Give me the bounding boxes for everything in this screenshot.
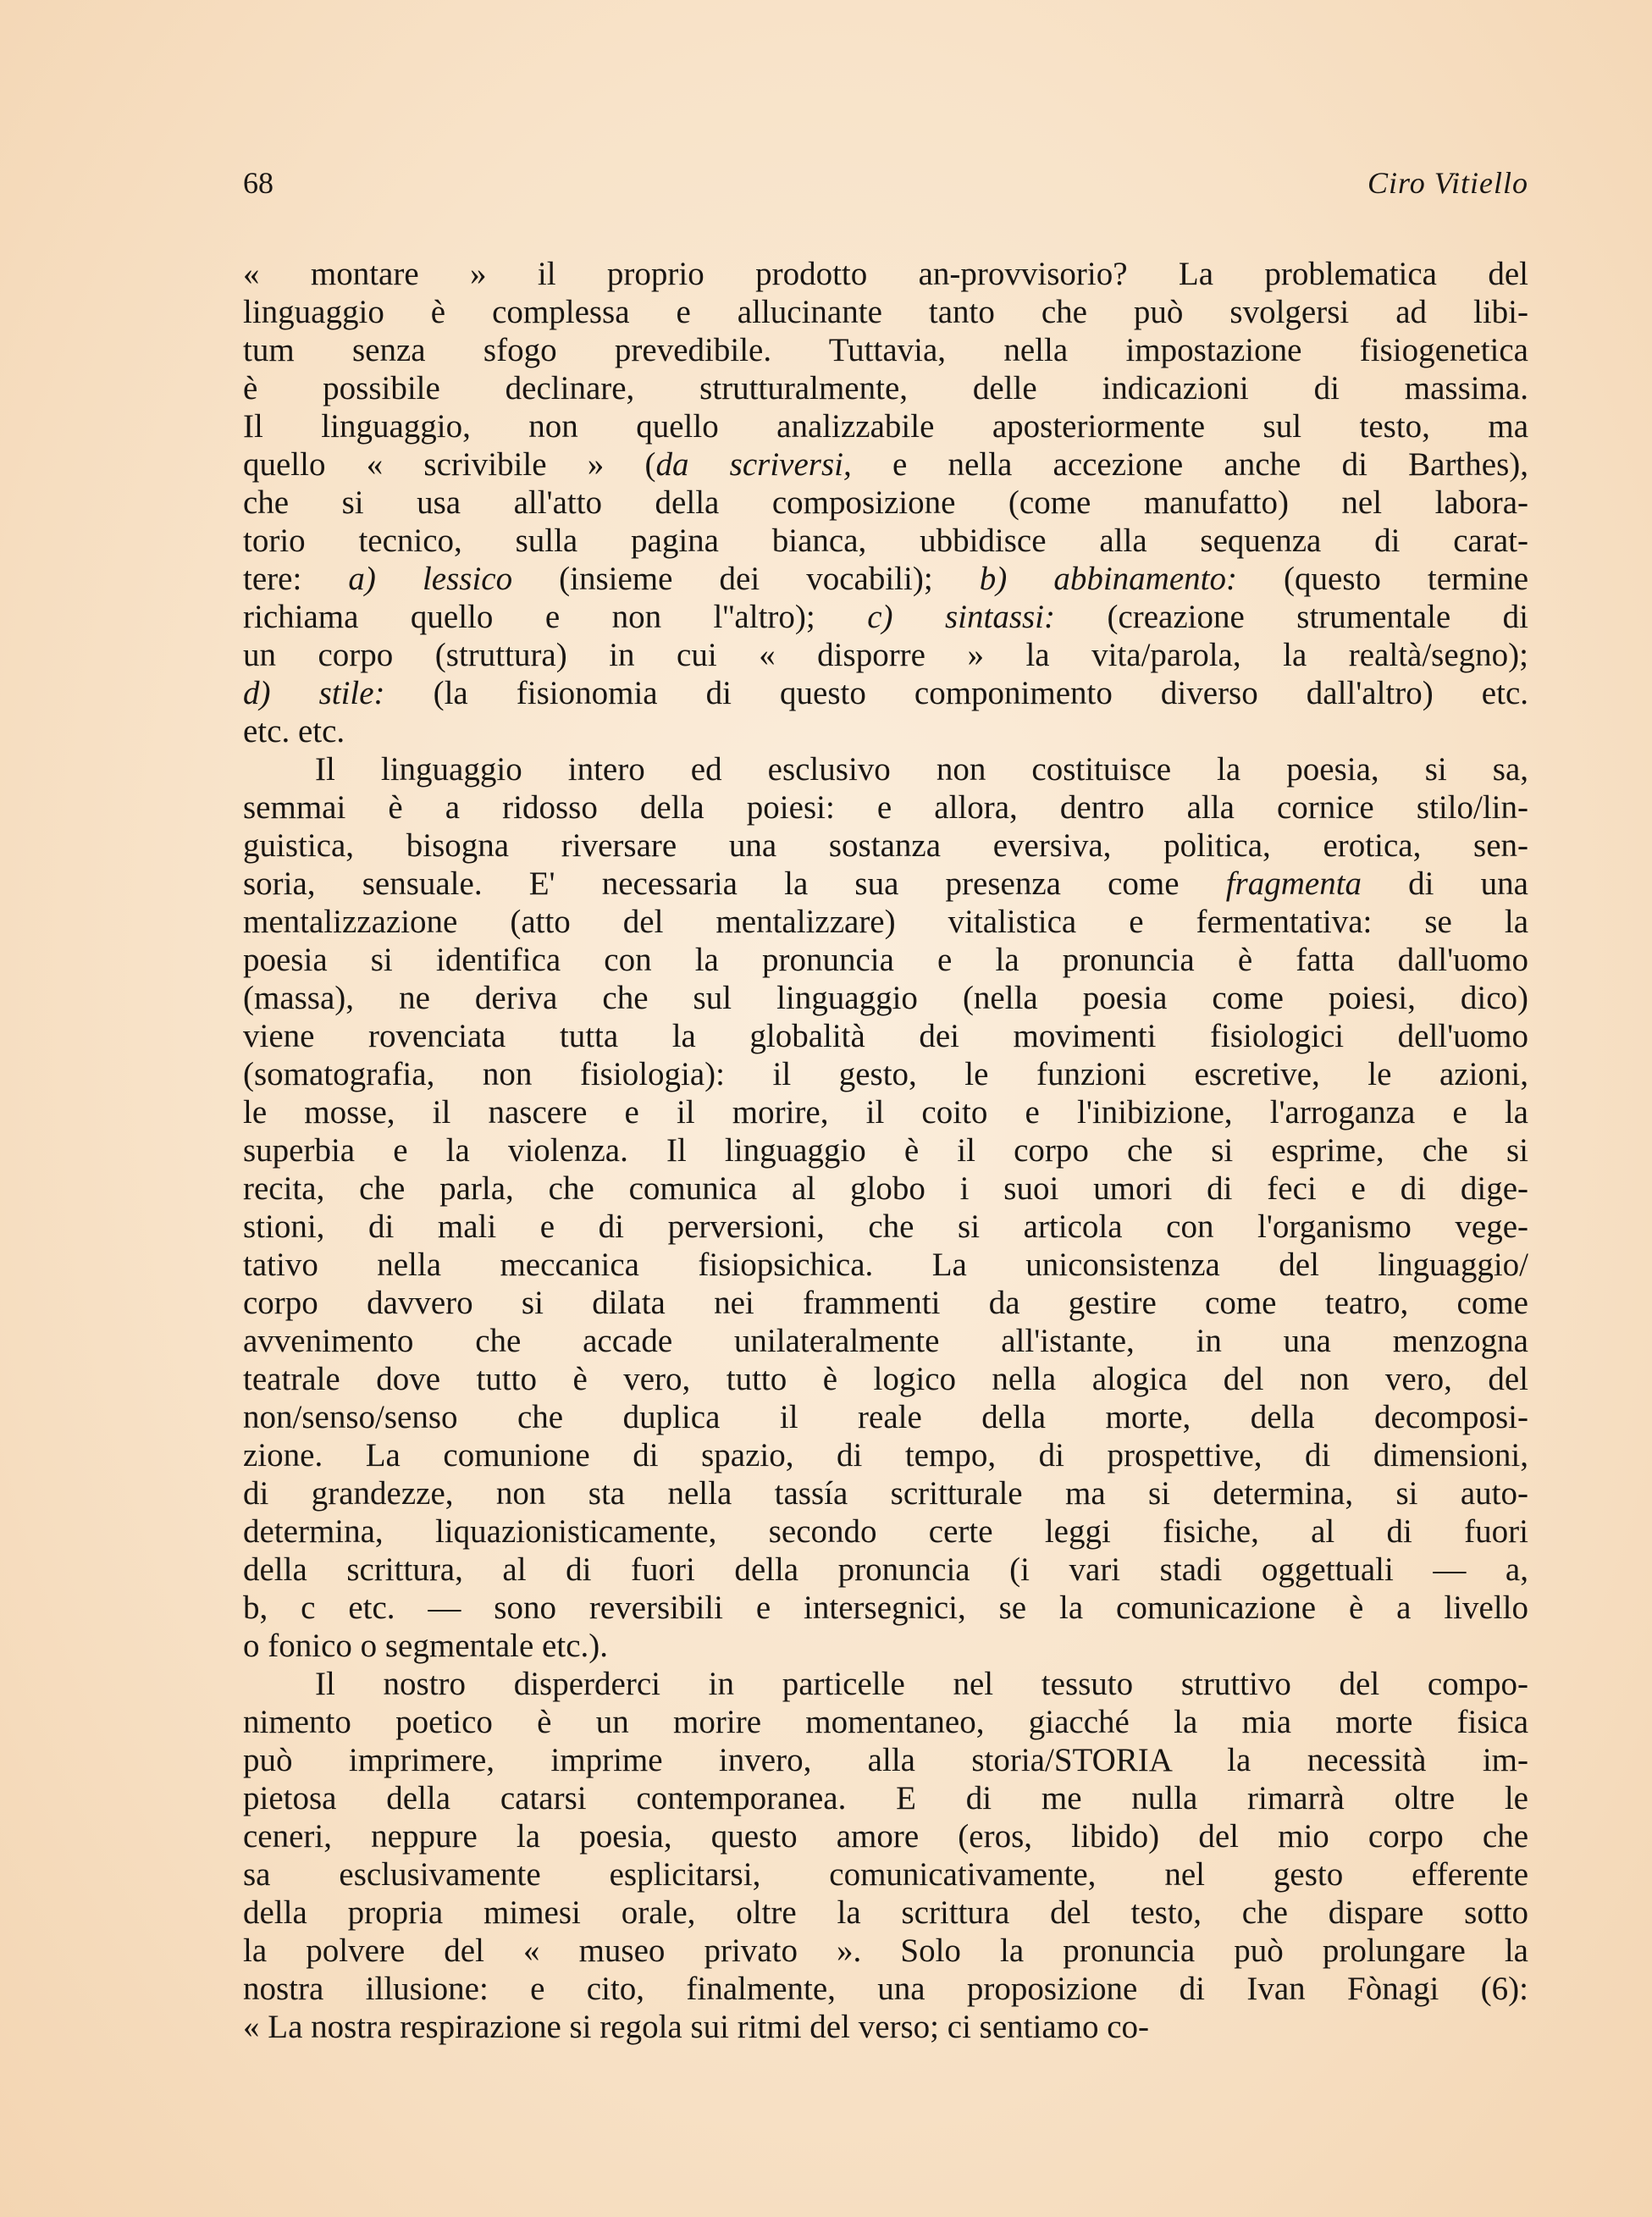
text-line: determina, liquazionisticamente, secondo certe leggi fisiche, al di fuori (243, 1513, 1528, 1550)
text-line: superbia e la violenza. Il linguaggio è il corpo che si esprime, che si (243, 1132, 1528, 1169)
text-line: quello « scrivibile » (da scriversi, e nella accezione anche di Barthes), (243, 446, 1528, 483)
paragraph (243, 750, 1528, 1665)
text-line: ceneri, neppure la poesia, questo amore (eros, libido) del mio corpo che (243, 1818, 1528, 1855)
book-page (243, 165, 1528, 2046)
text-line: (somatografia, non fisiologia): il gesto, le funzioni escretive, le azioni, (243, 1056, 1528, 1092)
body-text (243, 255, 1528, 2046)
text-line: della scrittura, al di fuori della pronuncia (i vari stadi oggettuali — a, (243, 1551, 1528, 1588)
text-line: mentalizzazione (atto del mentalizzare) vitalistica e fermentativa: se la (243, 904, 1528, 940)
text-line: zione. La comunione di spazio, di tempo, di prospettive, di dimensioni, (243, 1437, 1528, 1473)
text-line: stioni, di mali e di perversioni, che si articola con l'organismo vege- (243, 1208, 1528, 1245)
text-line: etc. etc. (243, 713, 345, 749)
text-line: o fonico o segmentale etc.). (243, 1628, 608, 1664)
text-line: (massa), ne deriva che sul linguaggio (nella poesia come poiesi, dico) (243, 980, 1528, 1016)
text-line: « La nostra respirazione si regola sui ritmi del verso; ci sentiamo co- (243, 2009, 1150, 2045)
text-line: teatrale dove tutto è vero, tutto è logico nella alogica del non vero, del (243, 1361, 1528, 1397)
text-line: tativo nella meccanica fisiopsichica. La uniconsistenza del linguaggio/ (243, 1247, 1528, 1283)
text-line: sa esclusivamente esplicitarsi, comunicativamente, nel gesto efferente (243, 1856, 1528, 1893)
text-line: torio tecnico, sulla pagina bianca, ubbidisce alla sequenza di carat- (243, 522, 1528, 559)
text-line: può imprimere, imprime invero, alla storia/STORIA la necessità im- (243, 1742, 1528, 1778)
text-line: tere: a) lessico (insieme dei vocabili); b) abbinamento: (questo termine (243, 561, 1529, 597)
text-line: pietosa della catarsi contemporanea. E di me nulla rimarrà oltre le (243, 1780, 1528, 1816)
text-line: Il nostro disperderci in particelle nel tessuto struttivo del compo- (315, 1666, 1528, 1702)
text-line: Il linguaggio, non quello analizzabile aposteriormente sul testo, ma (243, 408, 1528, 445)
text-line: un corpo (struttura) in cui « disporre » la vita/parola, la realtà/segno); (243, 637, 1528, 673)
text-line: d) stile: (la fisionomia di questo componimento diverso dall'altro) etc. (243, 675, 1528, 711)
text-line: della propria mimesi orale, oltre la scrittura del testo, che dispare sotto (243, 1894, 1528, 1931)
text-line: avvenimento che accade unilateralmente all'istante, in una menzogna (243, 1323, 1528, 1359)
text-line: Il linguaggio intero ed esclusivo non costituisce la poesia, si sa, (315, 751, 1528, 788)
text-line: recita, che parla, che comunica al globo i suoi umori di feci e di dige- (243, 1170, 1528, 1207)
text-line: la polvere del « museo privato ». Solo la pronuncia può prolungare la (243, 1932, 1528, 1969)
page-header (243, 165, 1528, 201)
text-line: è possibile declinare, strutturalmente, delle indicazioni di massima. (243, 370, 1528, 406)
text-line: non/senso/senso che duplica il reale della morte, della decomposi- (243, 1399, 1528, 1435)
text-line: semmai è a ridosso della poiesi: e allora, dentro alla cornice stilo/lin- (243, 789, 1528, 826)
text-line: nimento poetico è un morire momentaneo, giacché la mia morte fisica (243, 1704, 1528, 1740)
text-line: che si usa all'atto della composizione (come manufatto) nel labora- (243, 484, 1528, 521)
text-line: viene rovenciata tutta la globalità dei movimenti fisiologici dell'uomo (243, 1018, 1528, 1054)
paragraph (243, 255, 1528, 750)
text-line: soria, sensuale. E' necessaria la sua presenza come fragmenta di una (243, 865, 1528, 902)
page-number: 68 (243, 166, 273, 200)
text-line: guistica, bisogna riversare una sostanza eversiva, politica, erotica, sen- (243, 827, 1528, 864)
text-line: le mosse, il nascere e il morire, il coito e l'inibizione, l'arroganza e la (243, 1094, 1528, 1131)
text-line: richiama quello e non l''altro); c) sintassi: (creazione strumentale di (243, 599, 1529, 635)
text-line: di grandezze, non sta nella tassía scritturale ma si determina, si auto- (243, 1475, 1528, 1512)
text-line: linguaggio è complessa e allucinante tanto che può svolgersi ad libi- (243, 294, 1528, 330)
text-line: tum senza sfogo prevedibile. Tuttavia, nella impostazione fisiogenetica (243, 332, 1528, 368)
text-line: b, c etc. — sono reversibili e intersegnici, se la comunicazione è a livello (243, 1589, 1528, 1626)
text-line: « montare » il proprio prodotto an-provvisorio? La problematica del (243, 256, 1528, 292)
running-title: Ciro Vitiello (1367, 166, 1528, 200)
text-line: corpo davvero si dilata nei frammenti da gestire come teatro, come (243, 1285, 1528, 1321)
paragraph (243, 1665, 1528, 2046)
text-line: nostra illusione: e cito, finalmente, una proposizione di Ivan Fònagi (6): (243, 1971, 1528, 2007)
text-line: poesia si identifica con la pronuncia e la pronuncia è fatta dall'uomo (243, 942, 1528, 978)
